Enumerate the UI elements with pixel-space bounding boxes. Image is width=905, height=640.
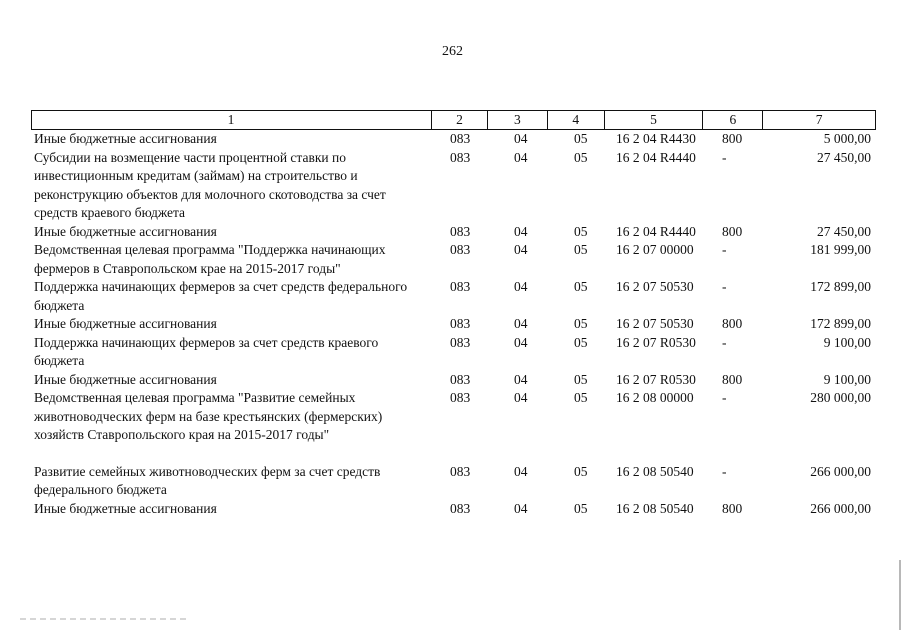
row-ministry-code: 083 [450, 131, 471, 146]
row-section: 04 [514, 131, 528, 146]
row-target-code: 16 2 07 R0530 [616, 371, 696, 387]
row-subsection: 05 [574, 131, 588, 146]
row-expense-type: - [722, 390, 727, 405]
row-name: Ведомственная целевая программа "Развитие семейных животноводческих ферм на базе крестьянских (фермерских) хозяйств Ставропольского края на 2015-2017 годы" [34, 390, 383, 442]
row-section: 04 [514, 316, 528, 331]
row-spacer [31, 445, 876, 463]
table-row [31, 334, 876, 371]
header-col-2: 2 [432, 111, 488, 129]
table-row [31, 371, 876, 390]
row-ministry-code: 083 [450, 223, 471, 239]
row-amount: 266 000,00 [810, 500, 871, 516]
table-row [31, 241, 876, 278]
row-target-code: 16 2 07 R0530 [616, 334, 696, 350]
row-subsection: 05 [574, 279, 588, 294]
row-name: Поддержка начинающих фермеров за счет средств краевого бюджета [34, 334, 379, 368]
row-ministry-code: 083 [450, 242, 471, 257]
row-ministry-code: 083 [450, 316, 471, 331]
row-subsection: 05 [574, 334, 588, 350]
row-target-code: 16 2 07 00000 [616, 242, 694, 257]
row-ministry-code: 083 [450, 463, 471, 479]
row-amount: 27 450,00 [817, 149, 871, 165]
row-subsection: 05 [574, 463, 588, 479]
row-ministry-code: 083 [450, 149, 471, 165]
table-row [31, 130, 876, 149]
row-name: Поддержка начинающих фермеров за счет средств федерального бюджета [34, 279, 408, 313]
row-section: 04 [514, 149, 528, 165]
header-col-7: 7 [815, 112, 823, 127]
row-name: Иные бюджетные ассигнования [34, 316, 217, 331]
row-target-code: 16 2 04 R4440 [616, 223, 696, 239]
row-expense-type: - [722, 334, 727, 350]
header-col-5: 5 [605, 111, 704, 129]
header-col-6: 6 [703, 111, 763, 129]
row-target-code: 16 2 07 50530 [616, 279, 694, 294]
row-name: Ведомственная целевая программа "Поддержка начинающих фермеров в Ставропольском крае на 2015-2017 годы" [34, 242, 386, 276]
table-row [31, 315, 876, 334]
row-amount: 9 100,00 [823, 371, 871, 387]
table-row [31, 149, 876, 223]
row-ministry-code: 083 [450, 334, 471, 350]
row-expense-type: 800 [722, 131, 743, 146]
row-name: Иные бюджетные ассигнования [34, 500, 217, 516]
row-expense-type: 800 [722, 316, 743, 331]
row-target-code: 16 2 07 50530 [616, 316, 694, 331]
row-expense-type: 800 [722, 500, 743, 516]
row-target-code: 16 2 08 50540 [616, 500, 694, 516]
row-target-code: 16 2 08 50540 [616, 463, 694, 479]
table-row [31, 223, 876, 242]
table-row [31, 500, 876, 519]
row-section: 04 [514, 463, 528, 479]
row-section: 04 [514, 371, 528, 387]
row-subsection: 05 [574, 223, 588, 239]
row-section: 04 [514, 390, 528, 405]
row-name: Иные бюджетные ассигнования [34, 131, 217, 146]
row-subsection: 05 [574, 390, 588, 405]
row-name: Развитие семейных животноводческих ферм за счет средств федерального бюджета [34, 463, 381, 497]
row-name: Субсидии на возмещение части процентной ставки по инвестиционным кредитам (займам) на строительство и реконструкцию объектов для молочного скотоводства за счет средств краевого бюджета [34, 149, 386, 220]
row-expense-type: - [722, 279, 727, 294]
scan-artifact-bottom [20, 618, 190, 620]
row-amount: 27 450,00 [817, 223, 871, 239]
row-expense-type: 800 [722, 223, 743, 239]
row-target-code: 16 2 08 00000 [616, 390, 694, 405]
row-target-code: 16 2 04 R4430 [616, 131, 696, 146]
row-amount: 5 000,00 [823, 131, 871, 146]
row-amount: 172 899,00 [810, 316, 871, 331]
row-amount: 181 999,00 [810, 242, 871, 257]
row-section: 04 [514, 500, 528, 516]
row-name: Иные бюджетные ассигнования [34, 371, 217, 387]
header-col-4: 4 [548, 111, 605, 129]
row-ministry-code: 083 [450, 371, 471, 387]
header-col-1: 1 [32, 111, 432, 129]
row-subsection: 05 [574, 149, 588, 165]
row-section: 04 [514, 279, 528, 294]
row-expense-type: - [722, 242, 727, 257]
row-name: Иные бюджетные ассигнования [34, 223, 217, 239]
header-col-3: 3 [488, 111, 548, 129]
table-row [31, 278, 876, 315]
row-section: 04 [514, 242, 528, 257]
row-target-code: 16 2 04 R4440 [616, 149, 696, 165]
budget-table [31, 110, 876, 518]
row-amount: 280 000,00 [810, 390, 871, 405]
row-expense-type: - [722, 463, 727, 479]
row-amount: 266 000,00 [810, 463, 871, 479]
row-expense-type: - [722, 149, 727, 165]
row-section: 04 [514, 334, 528, 350]
page-number: 262 [442, 44, 463, 59]
row-subsection: 05 [574, 242, 588, 257]
row-subsection: 05 [574, 500, 588, 516]
row-subsection: 05 [574, 316, 588, 331]
row-expense-type: 800 [722, 371, 743, 387]
table-header [31, 110, 876, 130]
row-section: 04 [514, 223, 528, 239]
row-subsection: 05 [574, 371, 588, 387]
row-ministry-code: 083 [450, 279, 471, 294]
row-ministry-code: 083 [450, 500, 471, 516]
table-row [31, 389, 876, 445]
row-amount: 9 100,00 [823, 334, 871, 350]
row-amount: 172 899,00 [810, 279, 871, 294]
table-row [31, 463, 876, 500]
scan-artifact-edge [899, 560, 901, 630]
row-ministry-code: 083 [450, 390, 471, 405]
